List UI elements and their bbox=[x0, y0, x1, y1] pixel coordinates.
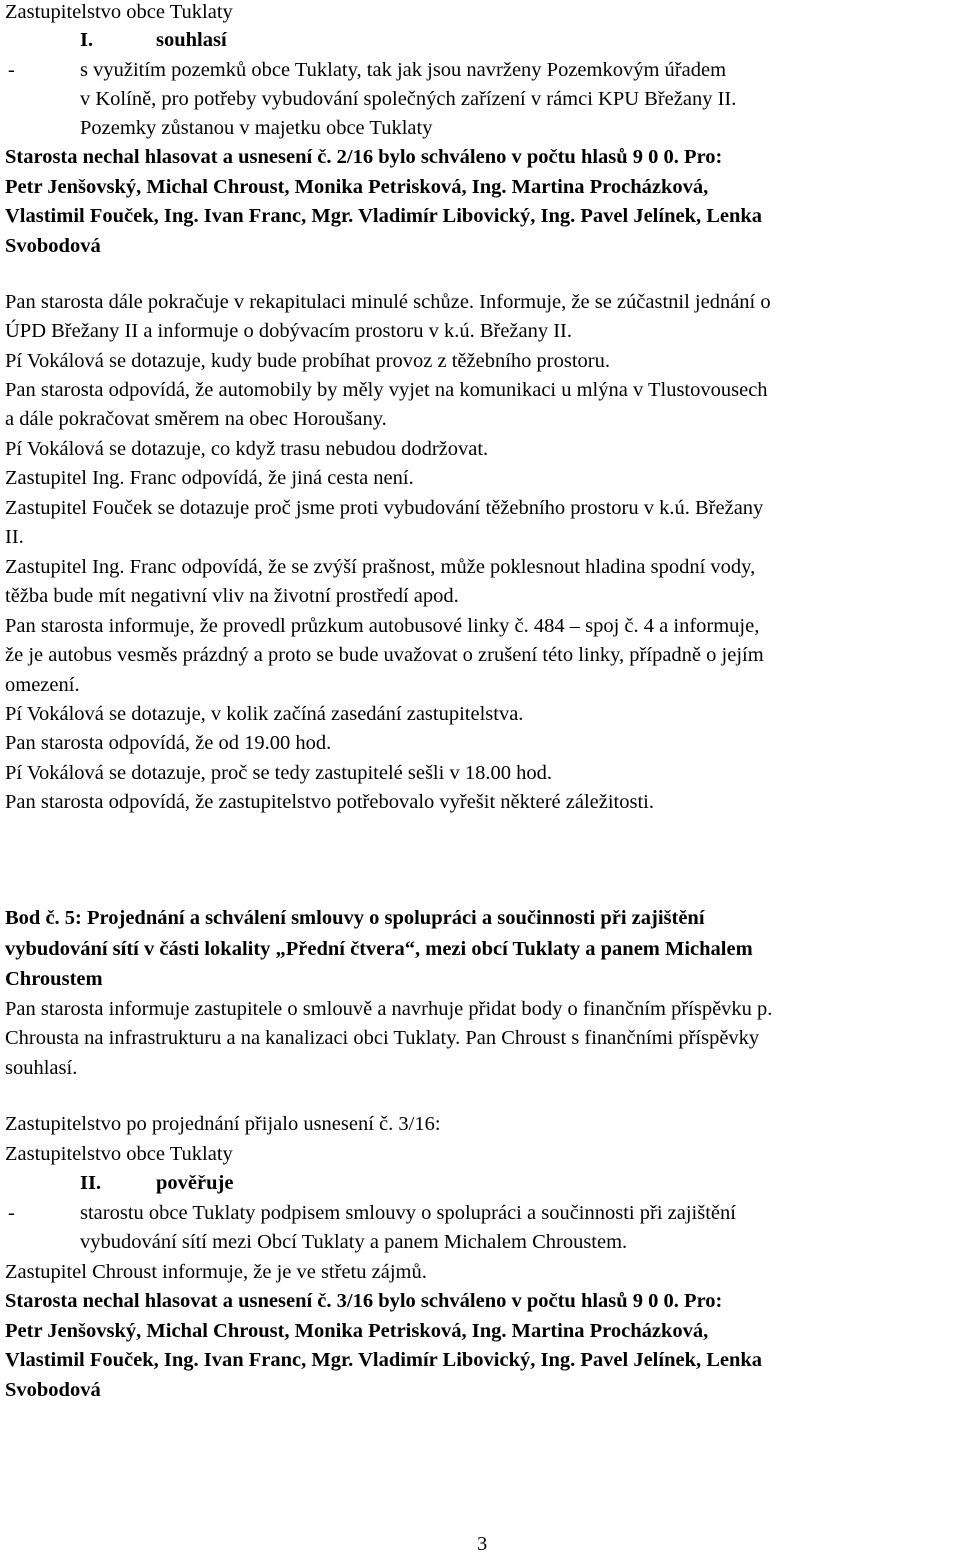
resolution-text: starostu obce Tuklaty podpisem smlouvy o spolupráci a součinnosti při zajištění bbox=[80, 1202, 736, 1224]
paragraph-line: Pan starosta informuje, že provedl průzkum autobusové linky č. 484 – spoj č. 4 a informuje, bbox=[5, 615, 760, 637]
vote-names: Vlastimil Fouček, Ing. Ivan Franc, Mgr. Vladimír Libovický, Ing. Pavel Jelínek, Lenka bbox=[5, 205, 763, 227]
paragraph-line: omezení. bbox=[5, 674, 80, 696]
resolution-text: v Kolíně, pro potřeby vybudování společných zařízení v rámci KPU Břežany II. bbox=[80, 88, 737, 110]
paragraph-line: souhlasí. bbox=[5, 1057, 78, 1079]
heading-council: Zastupitelstvo obce Tuklaty bbox=[5, 1, 233, 23]
paragraph-line: Zastupitel Fouček se dotazuje proč jsme proti vybudování těžebního prostoru v k.ú. Břežany bbox=[5, 497, 764, 519]
resolution-number: I. bbox=[80, 29, 94, 51]
vote-names: Petr Jenšovský, Michal Chroust, Monika Petrisková, Ing. Martina Procházková, bbox=[5, 1320, 709, 1342]
paragraph-line: ÚPD Břežany II a informuje o dobývacím prostoru v k.ú. Břežany II. bbox=[5, 320, 573, 342]
resolution-verb: pověřuje bbox=[156, 1172, 234, 1194]
page-number: 3 bbox=[477, 1533, 488, 1555]
resolution-text: vybudování sítí mezi Obcí Tuklaty a panem Michalem Chroustem. bbox=[80, 1231, 628, 1253]
paragraph-line: Pan starosta odpovídá, že zastupitelstvo potřebovalo vyřešit některé záležitosti. bbox=[5, 791, 654, 813]
vote-result: Starosta nechal hlasovat a usnesení č. 3/16 bylo schváleno v počtu hlasů 9 0 0. Pro: bbox=[5, 1290, 723, 1312]
paragraph-line: Pí Vokálová se dotazuje, v kolik začíná zasedání zastupitelstva. bbox=[5, 703, 524, 725]
agenda-item-heading: Bod č. 5: Projednání a schválení smlouvy o spolupráci a součinnosti při zajištění bbox=[5, 907, 705, 929]
paragraph-line: Pí Vokálová se dotazuje, kudy bude probíhat provoz z těžebního prostoru. bbox=[5, 350, 611, 372]
vote-names: Petr Jenšovský, Michal Chroust, Monika Petrisková, Ing. Martina Procházková, bbox=[5, 176, 709, 198]
vote-names: Vlastimil Fouček, Ing. Ivan Franc, Mgr. Vladimír Libovický, Ing. Pavel Jelínek, Lenka bbox=[5, 1349, 763, 1371]
paragraph-line: těžba bude mít negativní vliv na životní prostředí apod. bbox=[5, 585, 459, 607]
list-dash: - bbox=[8, 1202, 15, 1224]
vote-result: Starosta nechal hlasovat a usnesení č. 2/16 bylo schváleno v počtu hlasů 9 0 0. Pro: bbox=[5, 146, 723, 168]
paragraph-line: II. bbox=[5, 526, 24, 548]
resolution-number: II. bbox=[80, 1172, 102, 1194]
paragraph-line: Pan starosta odpovídá, že od 19.00 hod. bbox=[5, 732, 332, 754]
paragraph-line: a dále pokračovat směrem na obec Horoušany. bbox=[5, 408, 387, 430]
resolution-text: s využitím pozemků obce Tuklaty, tak jak jsou navrženy Pozemkovým úřadem bbox=[80, 59, 727, 81]
paragraph-line: Zastupitel Ing. Franc odpovídá, že se zvýší prašnost, může poklesnout hladina spodní vody, bbox=[5, 556, 756, 578]
paragraph-line: Pan starosta odpovídá, že automobily by měly vyjet na komunikaci u mlýna v Tlustovousech bbox=[5, 379, 768, 401]
resolution-verb: souhlasí bbox=[156, 29, 227, 51]
paragraph-line: Pan starosta informuje zastupitele o smlouvě a navrhuje přidat body o finančním příspěvku p. bbox=[5, 998, 773, 1020]
heading-council: Zastupitelstvo obce Tuklaty bbox=[5, 1143, 233, 1165]
paragraph-line: Chrousta na infrastrukturu a na kanalizaci obci Tuklaty. Pan Chroust s finančními příspěvky bbox=[5, 1027, 760, 1049]
list-dash: - bbox=[8, 59, 15, 81]
resolution-text: Pozemky zůstanou v majetku obce Tuklaty bbox=[80, 117, 433, 139]
paragraph-line: Pí Vokálová se dotazuje, co když trasu nebudou dodržovat. bbox=[5, 438, 489, 460]
vote-names: Svobodová bbox=[5, 235, 101, 257]
paragraph-line: Zastupitel Ing. Franc odpovídá, že jiná cesta není. bbox=[5, 467, 414, 489]
paragraph-line: Zastupitel Chroust informuje, že je ve střetu zájmů. bbox=[5, 1261, 427, 1283]
paragraph-line: Pí Vokálová se dotazuje, proč se tedy zastupitelé sešli v 18.00 hod. bbox=[5, 762, 552, 784]
agenda-item-heading: Chroustem bbox=[5, 968, 103, 990]
agenda-item-heading: vybudování sítí v části lokality „Přední čtvera“, mezi obcí Tuklaty a panem Michalem bbox=[5, 938, 753, 960]
paragraph-line: Pan starosta dále pokračuje v rekapitulaci minulé schůze. Informuje, že se zúčastnil jednání o bbox=[5, 291, 771, 313]
paragraph-line: Zastupitelstvo po projednání přijalo usnesení č. 3/16: bbox=[5, 1113, 441, 1135]
vote-names: Svobodová bbox=[5, 1379, 101, 1401]
paragraph-line: že je autobus vesměs prázdný a proto se bude uvažovat o zrušení této linky, případně o jejím bbox=[5, 644, 764, 666]
